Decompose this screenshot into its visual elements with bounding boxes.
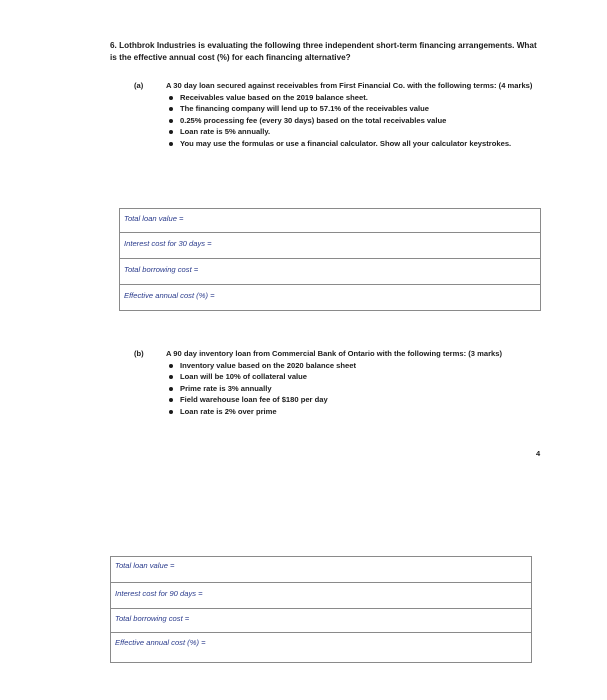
- list-item: Receivables value based on the 2019 balance sheet.: [166, 92, 536, 104]
- list-item: 0.25% processing fee (every 30 days) based on the total receivables value: [166, 115, 536, 127]
- answer-field-interest-cost[interactable]: Interest cost for 90 days =: [111, 583, 531, 609]
- part-a-intro: A 30 day loan secured against receivables from First Financial Co. with the following terms: (4 marks): [166, 81, 533, 90]
- answer-field-borrowing-cost[interactable]: Total borrowing cost =: [111, 609, 531, 633]
- bullet-icon: [169, 142, 173, 146]
- list-item: Inventory value based on the 2020 balance sheet: [166, 360, 546, 372]
- answer-field-total-loan[interactable]: Total loan value =: [111, 557, 531, 583]
- list-item: Loan rate is 2% over prime: [166, 406, 546, 418]
- page-number: 4: [536, 449, 541, 458]
- answer-field-total-loan[interactable]: Total loan value =: [120, 209, 540, 233]
- bullet-icon: [169, 375, 173, 379]
- bullet-icon: [169, 410, 173, 414]
- answer-field-effective-cost[interactable]: Effective annual cost (%) =: [120, 285, 540, 311]
- list-item: You may use the formulas or use a financial calculator. Show all your calculator keystrokes.: [166, 138, 536, 150]
- list-item: The financing company will lend up to 57.1% of the receivables value: [166, 103, 536, 115]
- bullet-icon: [169, 398, 173, 402]
- part-a-label: (a): [134, 81, 144, 90]
- part-b-bullets: [166, 360, 546, 418]
- list-item: Field warehouse loan fee of $180 per day: [166, 394, 546, 406]
- bullet-icon: [169, 364, 173, 368]
- answer-field-borrowing-cost[interactable]: Total borrowing cost =: [120, 259, 540, 285]
- bullet-icon: [169, 96, 173, 100]
- bullet-icon: [169, 107, 173, 111]
- bullet-icon: [169, 130, 173, 134]
- part-b-label: (b): [134, 349, 144, 358]
- part-b-answer-table: [110, 556, 532, 663]
- bullet-icon: [169, 119, 173, 123]
- part-b-intro: A 90 day inventory loan from Commercial Bank of Ontario with the following terms: (3 marks): [166, 349, 503, 358]
- list-item: Loan rate is 5% annually.: [166, 126, 536, 138]
- question-text: 6. Lothbrok Industries is evaluating the following three independent short-term financing arrangements. What is the effective annual cost (%) for each financing alternative?: [110, 41, 537, 62]
- answer-field-interest-cost[interactable]: Interest cost for 30 days =: [120, 233, 540, 259]
- part-a-answer-table: [119, 208, 541, 311]
- bullet-icon: [169, 387, 173, 391]
- list-item: Prime rate is 3% annually: [166, 383, 546, 395]
- list-item: Loan will be 10% of collateral value: [166, 371, 546, 383]
- answer-field-effective-cost[interactable]: Effective annual cost (%) =: [111, 633, 531, 663]
- part-a-bullets: [166, 92, 536, 150]
